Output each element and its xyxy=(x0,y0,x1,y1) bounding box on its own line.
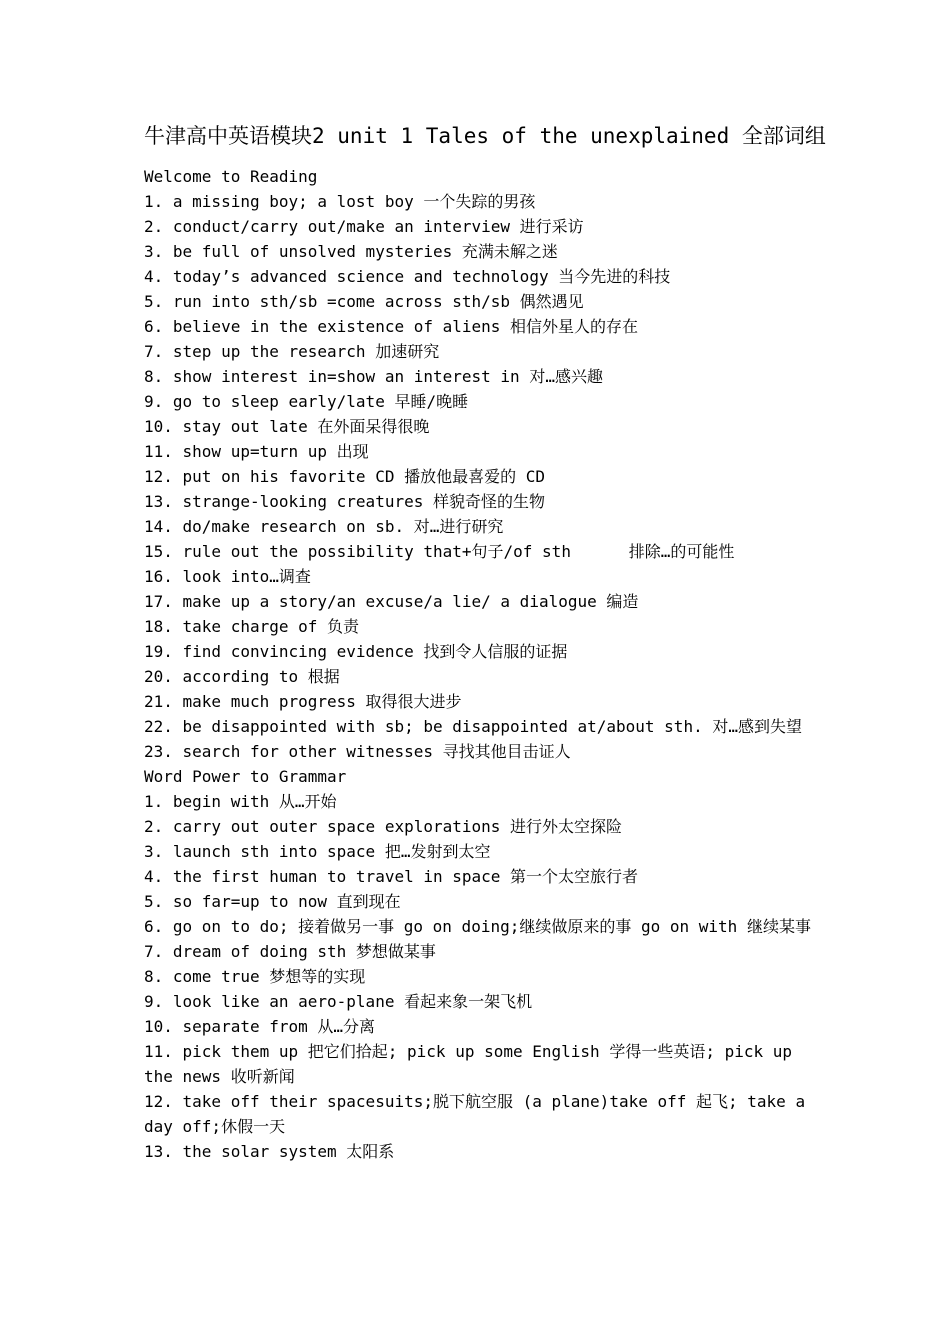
section-word-power-to-grammar xyxy=(144,764,815,1164)
phrase-item: 11. pick them up 把它们拾起; pick up some English 学得一些英语; pick up the news 收听新闻 xyxy=(144,1042,802,1086)
phrase-item: 13. strange-looking creatures 样貌奇怪的生物 xyxy=(144,492,545,511)
phrase-item: 3. launch sth into space 把…发射到太空 xyxy=(144,842,491,861)
phrase-item: 23. search for other witnesses 寻找其他目击证人 xyxy=(144,742,571,761)
phrase-item: 16. look into…调查 xyxy=(144,567,311,586)
phrase-item: 19. find convincing evidence 找到令人信服的证据 xyxy=(144,642,568,661)
section-heading: Word Power to Grammar xyxy=(144,767,347,786)
phrase-item: 8. show interest in=show an interest in 对…感兴趣 xyxy=(144,367,603,386)
phrase-list xyxy=(144,189,812,764)
phrase-item: 5. run into sth/sb =come across sth/sb 偶然遇见 xyxy=(144,292,584,311)
phrase-item: 8. come true 梦想等的实现 xyxy=(144,967,366,986)
phrase-item: 4. today’s advanced science and technology 当今先进的科技 xyxy=(144,267,671,286)
phrase-item: 2. conduct/carry out/make an interview 进行采访 xyxy=(144,217,584,236)
phrase-item: 20. according to 根据 xyxy=(144,667,340,686)
phrase-item: 6. believe in the existence of aliens 相信外星人的存在 xyxy=(144,317,639,336)
phrase-item: 1. begin with 从…开始 xyxy=(144,792,337,811)
document-title: 牛津高中英语模块2 unit 1 Tales of the unexplained 全部词组 xyxy=(144,124,826,148)
phrase-item: 9. go to sleep early/late 早睡/晚睡 xyxy=(144,392,469,411)
phrase-item: 18. take charge of 负责 xyxy=(144,617,360,636)
phrase-item: 5. so far=up to now 直到现在 xyxy=(144,892,401,911)
phrase-item: 6. go on to do; 接着做另一事 go on doing;继续做原来的事 go on with 继续某事 xyxy=(144,917,811,936)
phrase-item: 13. the solar system 太阳系 xyxy=(144,1142,395,1161)
phrase-item: 7. dream of doing sth 梦想做某事 xyxy=(144,942,436,961)
phrase-item: 22. be disappointed with sb; be disappointed at/about sth. 对…感到失望 xyxy=(144,717,802,736)
phrase-item: 10. separate from 从…分离 xyxy=(144,1017,376,1036)
phrase-item: 4. the first human to travel in space 第一个太空旅行者 xyxy=(144,867,639,886)
phrase-list xyxy=(144,789,815,1164)
phrase-item: 17. make up a story/an excuse/a lie/ a dialogue 编造 xyxy=(144,592,639,611)
phrase-item: 11. show up=turn up 出现 xyxy=(144,442,369,461)
phrase-item: 12. put on his favorite CD 播放他最喜爱的 CD xyxy=(144,467,545,486)
section-heading: Welcome to Reading xyxy=(144,167,318,186)
phrase-item: 2. carry out outer space explorations 进行外太空探险 xyxy=(144,817,623,836)
phrase-item: 7. step up the research 加速研究 xyxy=(144,342,440,361)
phrase-item: 1. a missing boy; a lost boy 一个失踪的男孩 xyxy=(144,192,536,211)
section-welcome-to-reading xyxy=(144,164,812,764)
phrase-item: 12. take off their spacesuits;脱下航空服 (a plane)take off 起飞; take a day off;休假一天 xyxy=(144,1092,815,1136)
document-page xyxy=(144,118,826,1164)
phrase-item: 9. look like an aero-plane 看起来象一架飞机 xyxy=(144,992,533,1011)
phrase-item: 21. make much progress 取得很大进步 xyxy=(144,692,462,711)
phrase-item: 14. do/make research on sb. 对…进行研究 xyxy=(144,517,504,536)
phrase-item: 3. be full of unsolved mysteries 充满未解之迷 xyxy=(144,242,558,261)
phrase-item: 15. rule out the possibility that+句子/of sth 排除…的可能性 xyxy=(144,542,735,561)
phrase-item: 10. stay out late 在外面呆得很晚 xyxy=(144,417,430,436)
